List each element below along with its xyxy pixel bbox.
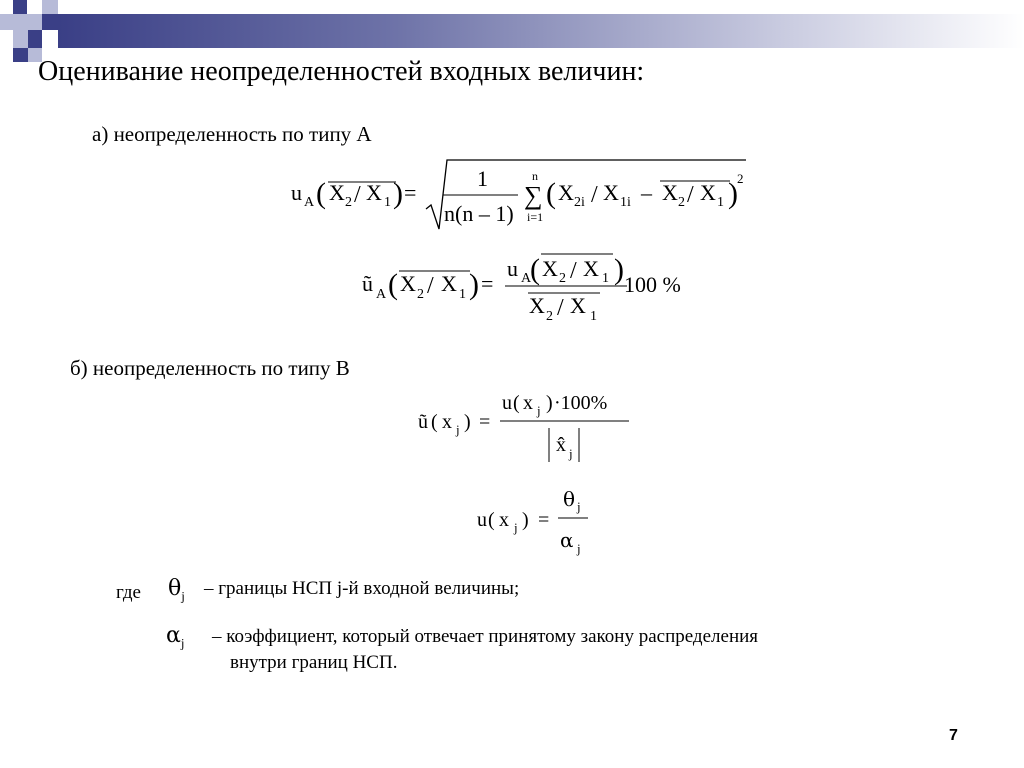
legend-alpha-sub: j [180,635,185,651]
f1-big-paren-open: ( [546,177,556,210]
legend-theta-symbol: θ [168,576,182,601]
section-b-heading: б) неопределенность по типу В [70,356,350,380]
f4-theta: θ [563,487,576,511]
f1-sub2i: 2i [574,195,585,210]
f1-denominator: n(n – 1) [444,201,514,226]
f3-paren-open: ( [431,411,438,433]
f2-num-sub2: 2 [559,271,566,286]
legend-alpha-description-cont: внутри границ НСП. [230,652,398,673]
f1-sub-a: A [304,195,315,210]
f3-num-u: u [502,392,512,414]
f3-num-tail: ·100% [554,392,608,414]
formula-type-a-relative [362,253,681,324]
f1-slash3: / [687,182,694,208]
f1-X1: X [366,180,382,205]
legend-alpha [166,623,184,651]
f2-den-X2: X [529,293,545,318]
f3-paren-close: ) [464,411,471,433]
f1-X1i: X [603,180,619,205]
legend-alpha-symbol: α [166,623,181,648]
f2-sub1: 1 [459,287,466,302]
f1-X2: X [329,180,345,205]
f4-paren-open: ( [488,509,495,531]
f3-num-x: x [523,392,533,414]
f1-slash: / [354,182,361,208]
f4-theta-sub-j: j [577,499,581,514]
f1-X2i: X [558,180,574,205]
f2-den-sub1: 1 [590,309,597,324]
f2-num-sub1: 1 [602,271,609,286]
f1-X1-mean: X [700,180,716,205]
f2-den-X1: X [570,293,586,318]
f1-sub1b: 1 [717,195,724,210]
f1-one: 1 [477,166,488,191]
f3-num-sub-j: j [537,403,541,418]
f1-power: 2 [737,171,744,186]
f1-X2-mean: X [662,180,678,205]
f2-paren-open: ( [388,268,398,301]
f1-eq: = [404,180,417,205]
f2-paren-close: ) [469,268,479,301]
f1-sum-lower: i=1 [527,210,544,224]
slide-title: Оценивание неопределенностей входных величин: [38,56,645,87]
f1-sub1: 1 [384,195,391,210]
f3-eq: = [479,411,491,433]
f1-big-paren-close: ) [728,177,738,210]
legend-theta-description: – границы НСП j-й входной величины; [204,578,520,599]
f1-paren-close: ) [393,177,403,210]
f4-u: u [477,509,487,531]
f2-u-tilde: ũ [362,271,373,296]
legend-theta [168,576,185,604]
f2-slash: / [427,273,434,299]
f4-eq: = [538,509,550,531]
formula-type-b-relative [418,392,629,462]
f1-u: u [291,180,302,205]
f3-den-sub-j: j [569,446,573,461]
f2-eq: = [481,271,494,296]
f4-x: x [499,509,509,531]
f4-alpha: α [560,528,574,552]
f3-x-hat: x̂ [556,434,566,456]
f3-x: x [442,411,452,433]
f1-sum-upper: n [532,169,538,183]
f1-paren-open: ( [316,177,326,210]
f3-num-paren-open: ( [513,392,520,414]
f3-sub-j: j [456,422,460,437]
f2-num-paren-close: ) [614,253,624,286]
f4-paren-close: ) [522,509,529,531]
f3-num-paren-close: ) [546,392,553,414]
section-a-heading: а) неопределенность по типу А [92,122,372,146]
f2-X1: X [441,271,457,296]
f4-alpha-sub-j: j [577,541,581,556]
f2-sub-a: A [376,287,387,302]
f2-num-u: u [507,256,518,281]
legend-theta-sub: j [181,588,185,604]
f2-num-X2: X [542,256,558,281]
f2-den-sub2: 2 [546,309,553,324]
legend-where: где [116,582,141,603]
f1-slash2: / [591,182,598,208]
f1-sub1i: 1i [620,195,631,210]
f2-sub2: 2 [417,287,424,302]
f1-minus: – [641,180,652,205]
f2-num-sub-a: A [521,271,532,286]
f3-u-tilde: ũ [418,411,428,433]
f2-num-X1: X [583,256,599,281]
f2-den-slash: / [557,295,564,321]
f2-num-slash: / [570,258,577,284]
f1-sub2b: 2 [678,195,685,210]
legend-alpha-description: – коэффициент, который отвечает принятому закону распределения [212,626,759,647]
f1-sum: ∑ [524,181,543,210]
formula-type-b [477,487,588,556]
page-number: 7 [949,727,958,744]
f2-X2: X [400,271,416,296]
f2-percent: 100 % [624,272,681,297]
f2-num-paren-open: ( [530,253,540,286]
formula-type-a-uncertainty [291,160,746,229]
f4-sub-j: j [514,520,518,535]
f1-sub2: 2 [345,195,352,210]
